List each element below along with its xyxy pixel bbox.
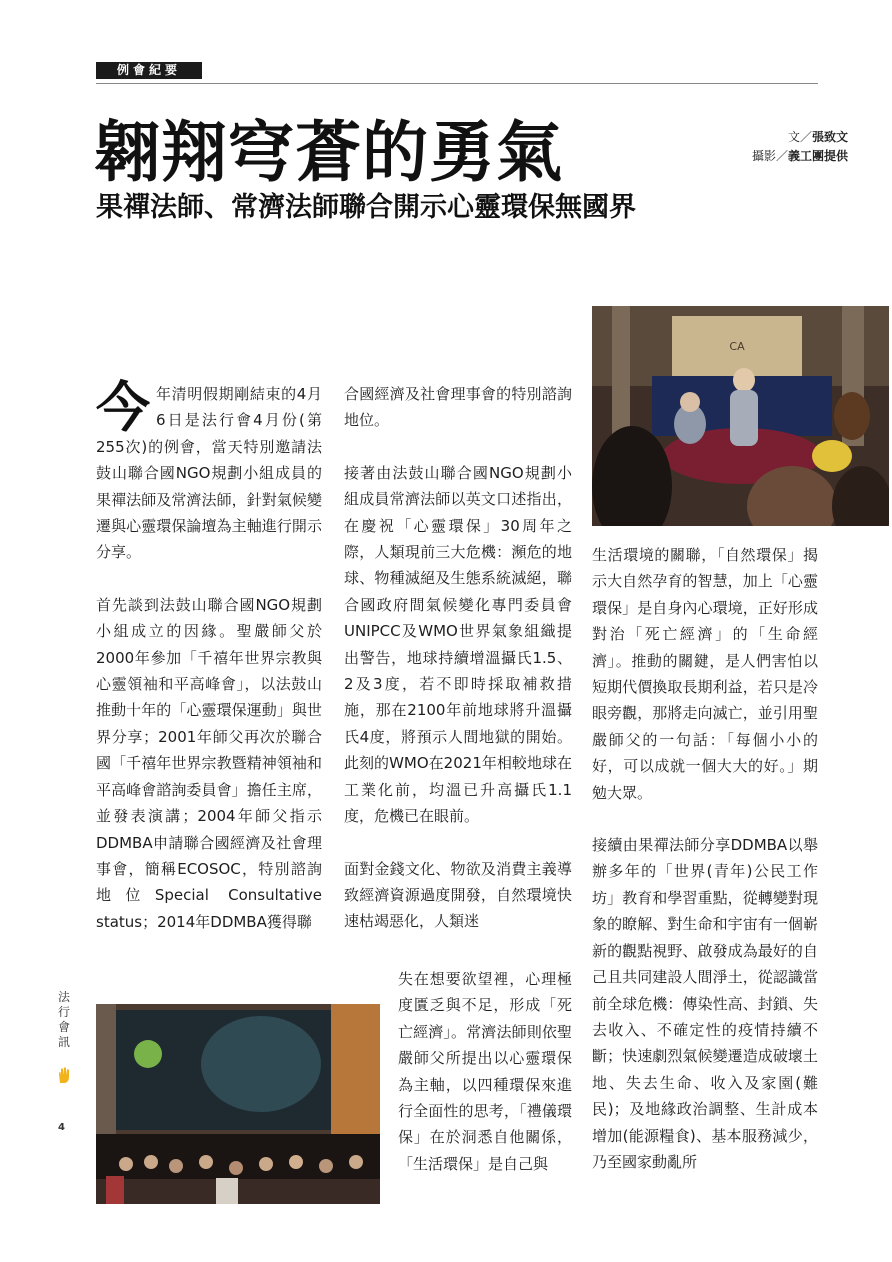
article-subtitle: 果禪法師、常濟法師聯合開示心靈環保無國界 — [96, 192, 636, 223]
paragraph: 接續由果禪法師分享DDMBA以舉辦多年的「世界(青年)公民工作坊」教育和學習重點，從轉變對現象的瞭解、對生命和宇宙有一個嶄新的觀點視野、啟發成為最好的自己且共同建設人間淨土，從認識當前全球危機：傳染性高、封鎖、失去收入、不確定性的疫情持續不斷；快速劇烈氣候變遷造成破壞土地、失去生命、收入及家園(難民)；及地緣政治調整、生計成本增加(能源糧食)、基本服務減少，乃至國家動亂所 — [592, 836, 818, 1171]
paragraph — [96, 376, 322, 566]
paragraph: 首先談到法鼓山聯合國NGO規劃小組成立的因緣。聖嚴師父於2000年參加「千禧年世界宗教與心靈領袖和平高峰會」，以法鼓山推動十年的「心靈環保運動」與世界分享；2001年師父再次於聯合國「千禧年世界宗教暨精神領袖和平高峰會諮詢委員會」擔任主席，並發表演講；2004年師父指示DDMBA申請聯合國經濟及社會理事會，簡稱ECOSOC，特別諮詢地位Special Consultative status；2014年DDMBA獲得聯 — [96, 595, 322, 931]
writer-name: 張致文 — [811, 130, 848, 144]
photo-label: 攝影／ — [751, 149, 788, 163]
header-rule — [96, 83, 818, 84]
article-title: 翱翔穹蒼的勇氣 — [94, 113, 563, 191]
paragraph: 接著由法鼓山聯合國NGO規劃小組成員常濟法師以英文口述指出，在慶祝「心靈環保」30周年之際，人類現前三大危機：瀕危的地球、物種滅絕及生態系統滅絕，聯合國政府間氣候變化專門委員會UNIPCC及WMO世界氣象組織提出警告，地球持續增溫攝氏1.5、2及3度，若不即時採取補救措施，那在2100年前地球將升溫攝氏4度，將預示人間地獄的開始。此刻的WMO在2021年相較地球在工業化前，均溫已升高攝氏1.1度，危機已在眼前。 — [344, 463, 572, 826]
paragraph-text: 年清明假期剛結束的4月6日是法行會4月份(第255次)的例會，當天特別邀請法鼓山聯合國NGO規劃小組成員的果禪法師及常濟法師，針對氣候變遷與心靈環保論壇為主軸進行開示分享。 — [96, 385, 322, 562]
paragraph: 失在想要欲望裡，心理極度匱乏與不足，形成「死亡經濟」。常濟法師則依聖嚴師父所提出以心靈環保為主軸，以四種環保來進行全面性的思考，「禮儀環保」在於洞悉自他關係，「生活環保」是自己與 — [398, 970, 572, 1173]
column-1 — [96, 376, 322, 935]
paragraph: 面對金錢文化、物欲及消費主義導致經濟資源過度開發，自然環境快速枯竭惡化，人類迷 — [344, 859, 572, 931]
speaker-photo — [592, 306, 889, 526]
photo-name: 義工團提供 — [787, 149, 848, 163]
column-3 — [592, 542, 818, 1175]
section-tag: 例會紀要 — [96, 62, 202, 79]
hand-icon — [57, 1066, 71, 1084]
speaker-photo-image — [592, 306, 889, 526]
paragraph: 合國經濟及社會理事會的特別諮詢地位。 — [344, 385, 572, 430]
writer-label: 文／ — [787, 130, 812, 144]
audience-photo — [96, 1004, 380, 1204]
dropcap: 今 — [96, 376, 150, 439]
page-number: 4 — [58, 1122, 65, 1133]
paragraph: 生活環境的關聯，「自然環保」揭示大自然孕育的智慧，加上「心靈環保」是自身內心環境，正好形成對治「死亡經濟」的「生命經濟」。推動的關鍵，是人們害怕以短期代價換取長期利益，若只是冷眼旁觀，那將走向滅亡，並引用聖嚴師父的一句話：「每個小小的好，可以成就一個大大的好。」期勉大眾。 — [592, 546, 818, 802]
publication-name: 法行會訊 — [57, 990, 70, 1049]
audience-photo-image — [96, 1004, 380, 1204]
column-2 — [344, 381, 572, 935]
svg-text:CA: CA — [729, 340, 745, 353]
column-2-continued — [398, 966, 572, 1177]
credits — [752, 128, 848, 166]
